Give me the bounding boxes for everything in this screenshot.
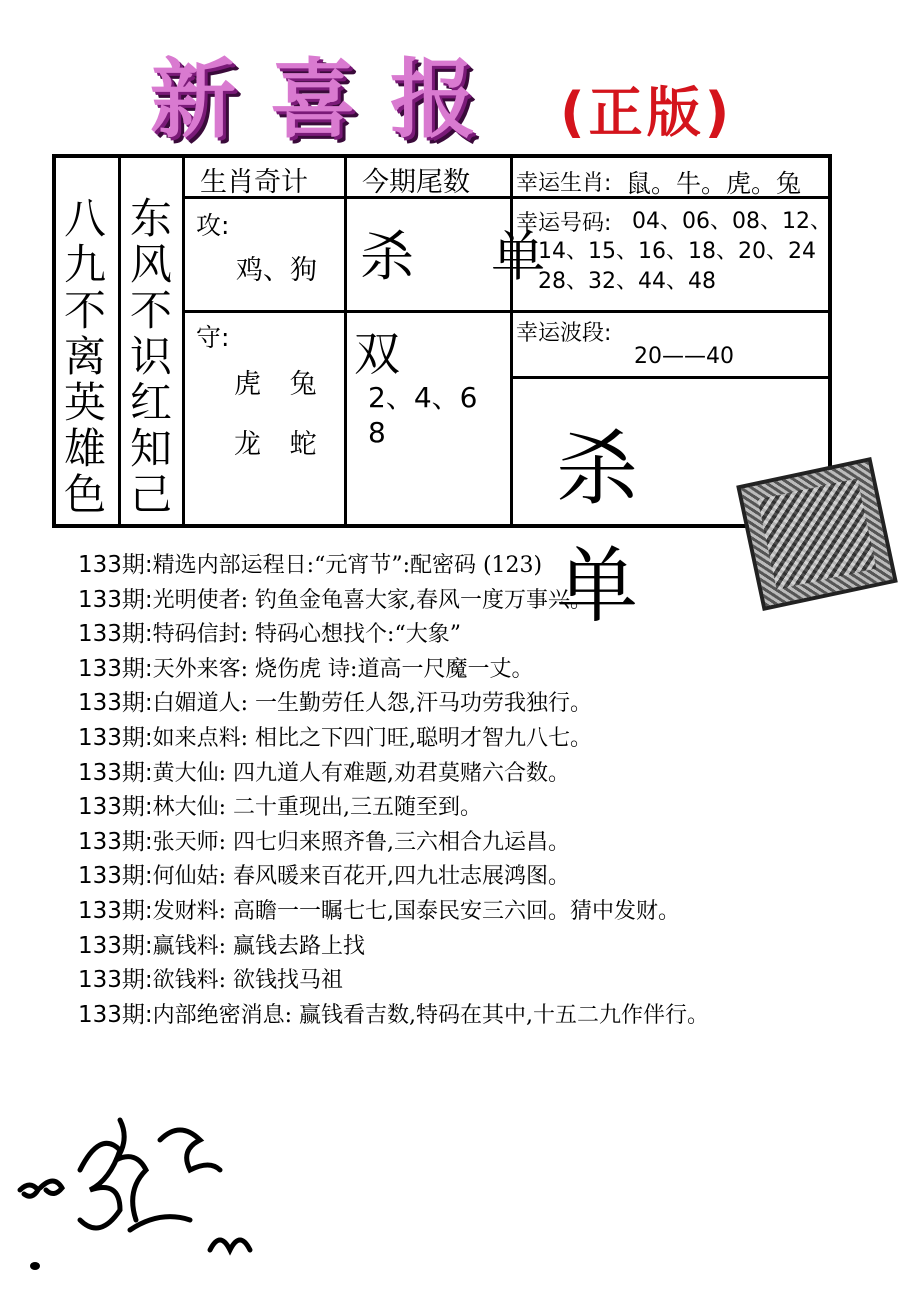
even-label: 双 bbox=[354, 327, 400, 381]
dot-mark bbox=[30, 1262, 40, 1270]
divider bbox=[182, 154, 185, 528]
calligraphy-signature bbox=[10, 1100, 270, 1280]
defend-label: 守: bbox=[196, 323, 230, 352]
prediction-line bbox=[78, 998, 878, 1033]
attack-label: 攻: bbox=[196, 211, 230, 240]
period-label: 133期: bbox=[78, 1001, 153, 1028]
prediction-text: 欲钱料: 欲钱找马祖 bbox=[152, 968, 344, 994]
wave-value: 20——40 bbox=[634, 344, 734, 369]
left-column-1: 八九不离英雄色 bbox=[63, 194, 106, 519]
lucky-numbers-line-1: 04、06、08、12、 bbox=[632, 209, 832, 234]
period-label: 133期: bbox=[78, 724, 153, 751]
period-label: 133期: bbox=[78, 794, 153, 821]
prediction-line bbox=[78, 583, 878, 618]
prediction-text: 内部绝密消息: 赢钱看吉数,特码在其中,十五二九作伴行。 bbox=[152, 1002, 710, 1028]
prediction-text: 林大仙: 二十重现出,三五随至到。 bbox=[152, 795, 483, 821]
wave-label: 幸运波段: bbox=[516, 321, 612, 346]
period-label: 133期: bbox=[78, 552, 153, 578]
left-column-2: 东风不识红知己 bbox=[129, 194, 172, 519]
prediction-text: 白媚道人: 一生勤劳任人怨,汗马功劳我独行。 bbox=[152, 691, 593, 717]
divider bbox=[510, 376, 832, 379]
lucky-zodiac-value: 鼠。牛。虎。兔 bbox=[626, 169, 802, 198]
prediction-line bbox=[78, 617, 878, 652]
prediction-line bbox=[78, 756, 878, 791]
prediction-text: 发财料: 高瞻一一瞩七七,国泰民安三六回。猜中发财。 bbox=[152, 898, 681, 924]
big-kill: 杀 单 bbox=[556, 422, 699, 634]
tail-header: 今期尾数 bbox=[362, 167, 470, 198]
even-numbers-1: 2、4、6 bbox=[368, 381, 478, 414]
prediction-text: 黄大仙: 四九道人有难题,劝君莫赌六合数。 bbox=[152, 760, 571, 786]
prediction-line bbox=[78, 894, 878, 929]
prediction-text: 赢钱料: 赢钱去路上找 bbox=[152, 933, 366, 959]
prediction-line bbox=[78, 929, 878, 964]
period-label: 133期: bbox=[78, 897, 153, 924]
prediction-text: 精选内部运程日:“元宵节”:配密码 (123) bbox=[152, 553, 543, 578]
prediction-text: 如来点料: 相比之下四门旺,聪明才智九八七。 bbox=[152, 725, 593, 751]
prediction-line bbox=[78, 790, 878, 825]
prediction-line bbox=[78, 859, 878, 894]
period-label: 133期: bbox=[78, 967, 153, 994]
period-label: 133期: bbox=[78, 828, 153, 855]
prediction-text: 光明使者: 钓鱼金龟喜大家,春风一度万事兴。 bbox=[152, 587, 593, 613]
period-label: 133期: bbox=[78, 586, 153, 613]
period-label: 133期: bbox=[78, 621, 153, 648]
prediction-line bbox=[78, 825, 878, 860]
attack-value: 鸡、狗 bbox=[236, 255, 317, 286]
prediction-line bbox=[78, 686, 878, 721]
defend-value-1: 虎 兔 bbox=[234, 369, 327, 400]
period-label: 133期: bbox=[78, 932, 153, 959]
even-numbers-2: 8 bbox=[368, 416, 386, 449]
lucky-numbers-line-2: 14、15、16、18、20、24 bbox=[538, 239, 816, 264]
period-label: 133期: bbox=[78, 863, 153, 890]
page-title: 新喜报 bbox=[150, 50, 510, 150]
lucky-numbers-label: 幸运号码: bbox=[516, 211, 612, 236]
tail-kill: 杀 单 bbox=[360, 225, 576, 288]
prediction-line bbox=[78, 721, 878, 756]
defend-value-2: 龙 蛇 bbox=[234, 429, 327, 460]
period-label: 133期: bbox=[78, 655, 153, 682]
divider bbox=[510, 154, 513, 528]
edition-label: (正版) bbox=[560, 81, 734, 144]
prediction-text: 特码信封: 特码心想找个:“大象” bbox=[152, 622, 461, 648]
prediction-text: 何仙姑: 春风暖来百花开,四九壮志展鸿图。 bbox=[152, 864, 571, 890]
prediction-text: 张天师: 四七归来照齐鲁,三六相合九运昌。 bbox=[152, 829, 571, 855]
prediction-line bbox=[78, 652, 878, 687]
divider bbox=[344, 154, 347, 528]
lucky-zodiac-label: 幸运生肖: bbox=[516, 171, 612, 196]
divider bbox=[182, 310, 832, 313]
zodiac-header: 生肖奇计 bbox=[200, 167, 308, 198]
prediction-line bbox=[78, 548, 878, 583]
period-label: 133期: bbox=[78, 759, 153, 786]
period-label: 133期: bbox=[78, 690, 153, 717]
prediction-text: 天外来客: 烧伤虎 诗:道高一尺魔一丈。 bbox=[152, 656, 534, 682]
prediction-line bbox=[78, 963, 878, 998]
prediction-list bbox=[78, 548, 878, 1032]
lucky-numbers-line-3: 28、32、44、48 bbox=[538, 269, 716, 294]
divider bbox=[118, 154, 121, 528]
